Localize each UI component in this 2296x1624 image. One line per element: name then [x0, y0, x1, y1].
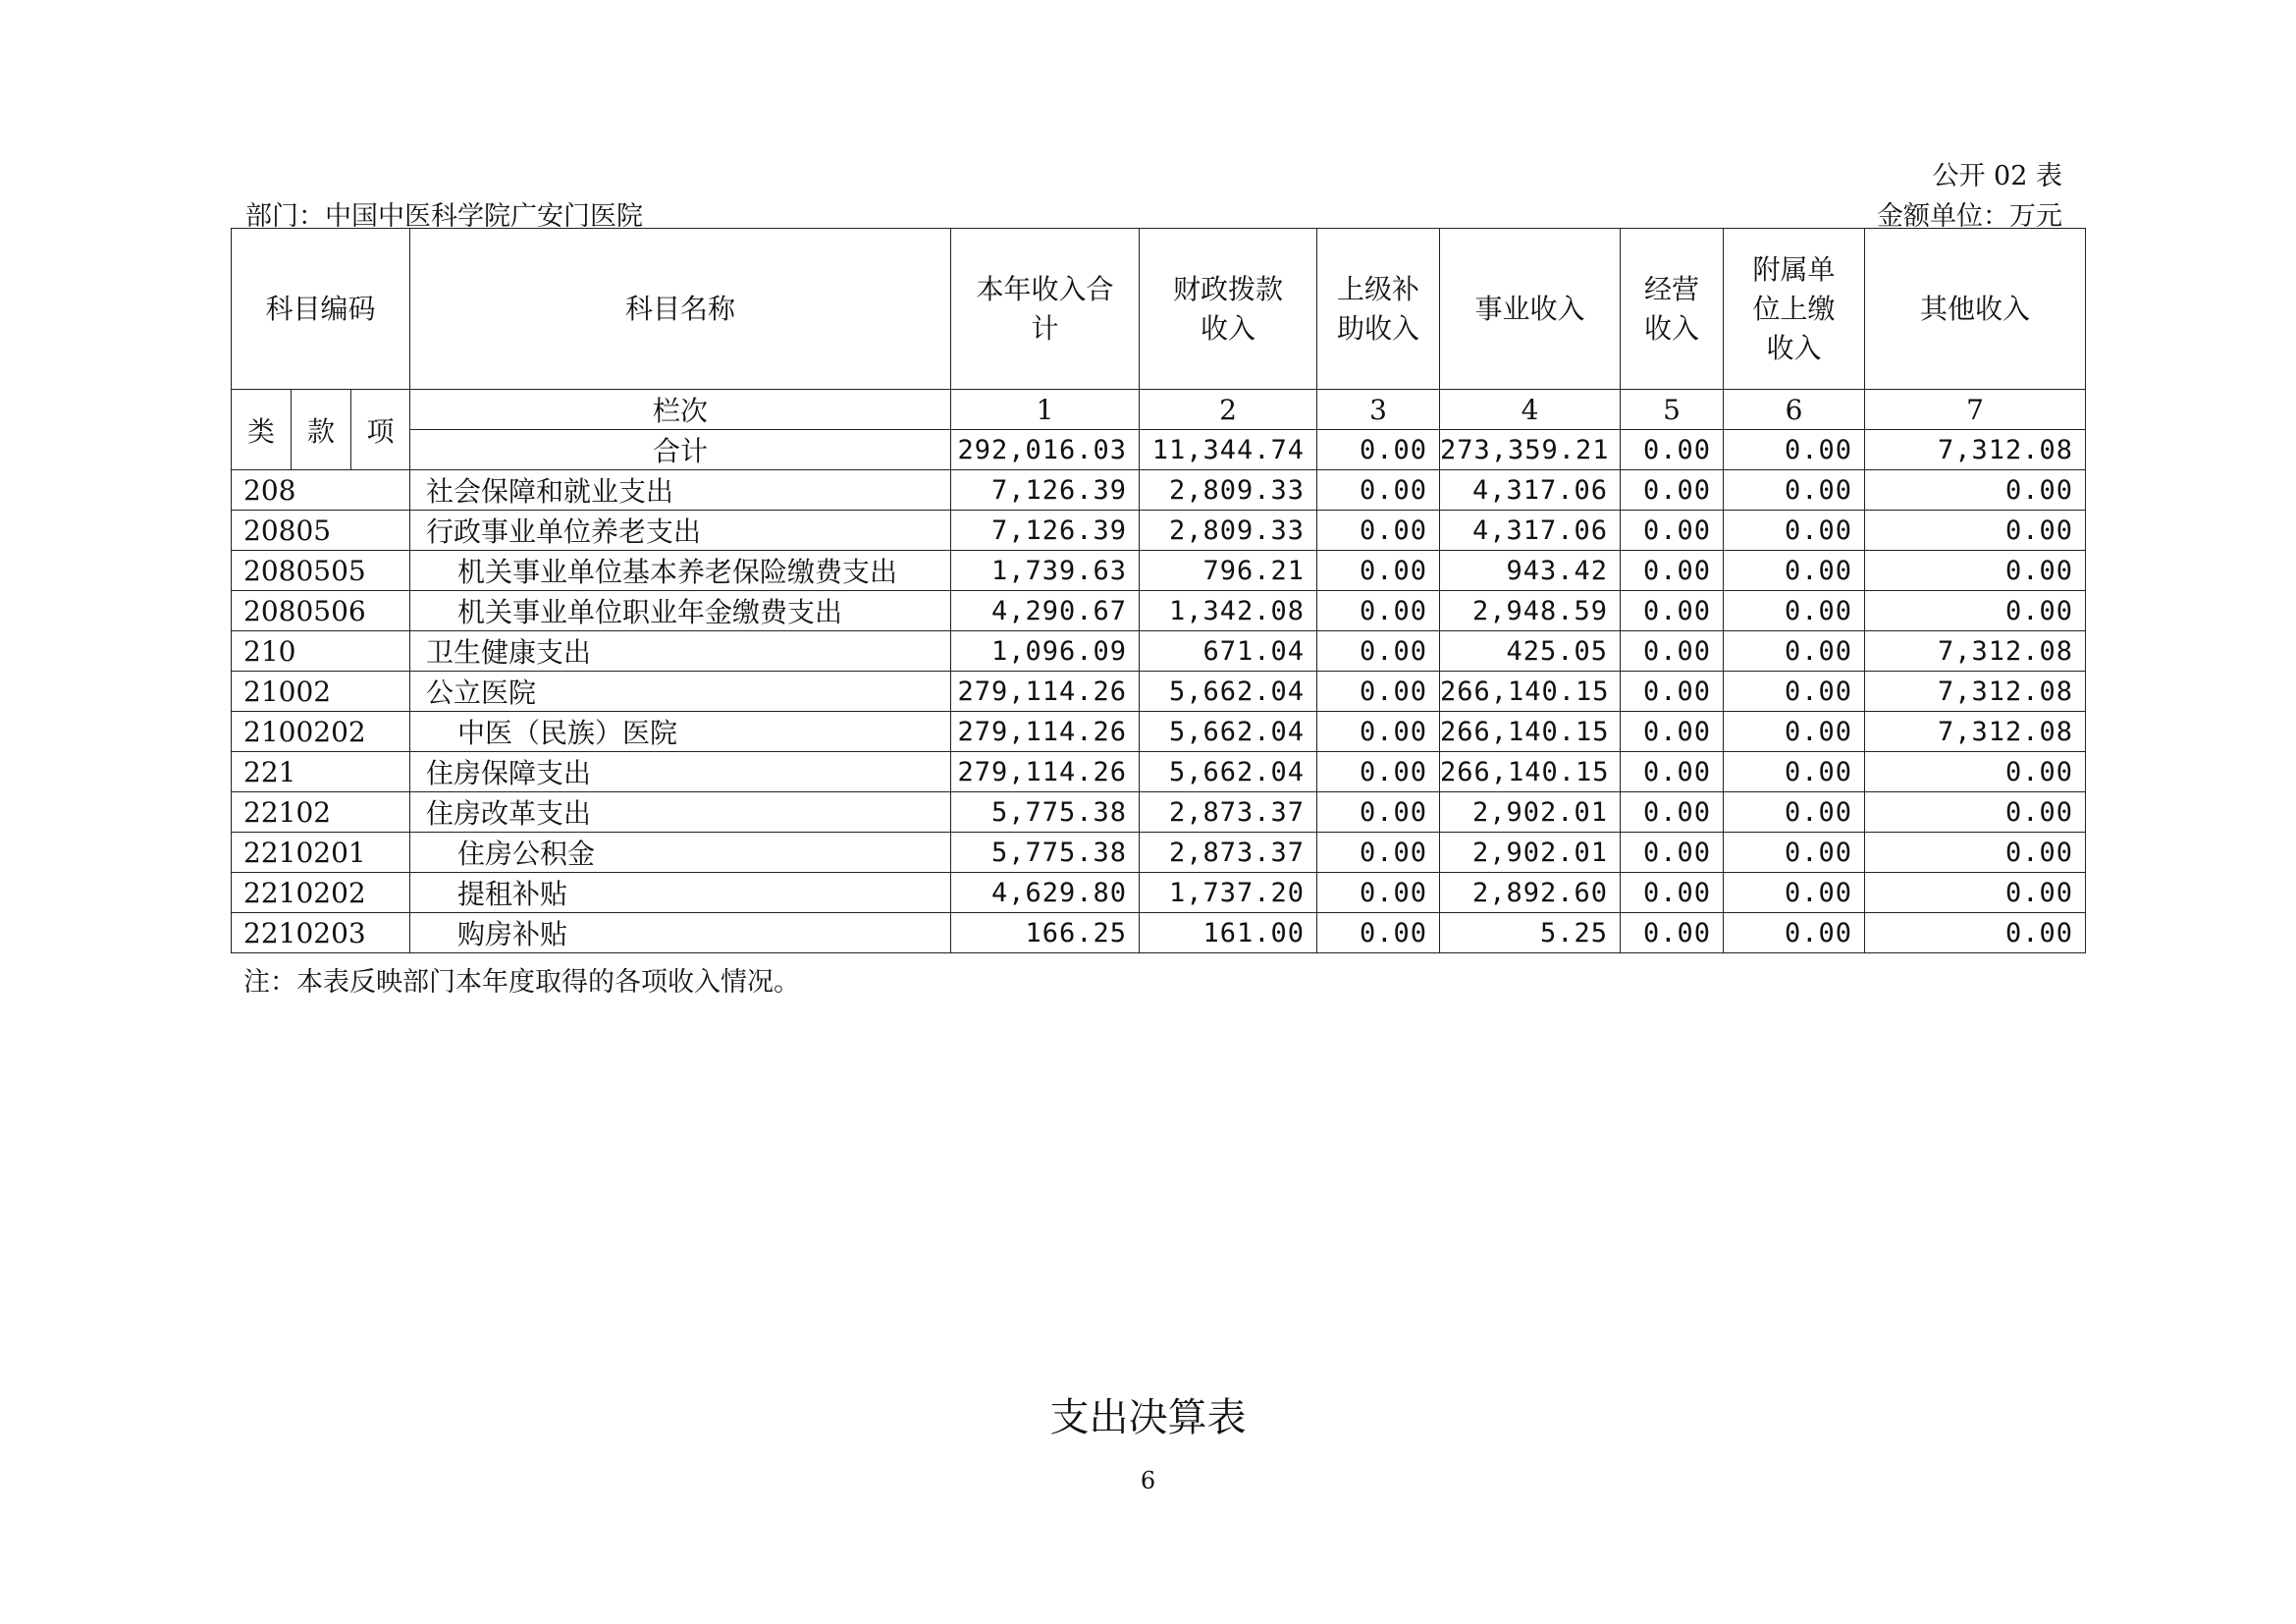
subject-name: 社会保障和就业支出	[410, 470, 951, 511]
amount-cell: 2,809.33	[1140, 470, 1317, 511]
subject-code: 221	[232, 752, 410, 792]
amount-cell: 0.00	[1317, 551, 1440, 591]
table-row	[232, 591, 2086, 631]
subject-name: 卫生健康支出	[410, 631, 951, 672]
subject-name: 行政事业单位养老支出	[410, 511, 951, 551]
amount-cell: 2,873.37	[1140, 833, 1317, 873]
amount-cell: 0.00	[1724, 712, 1865, 752]
amount-cell: 0.00	[1621, 551, 1724, 591]
amount-cell: 4,317.06	[1440, 511, 1621, 551]
table-row	[232, 712, 2086, 752]
col-header-upper	[1317, 229, 1440, 390]
amount-cell: 0.00	[1317, 873, 1440, 913]
amount-cell: 1,096.09	[951, 631, 1140, 672]
table-row	[232, 752, 2086, 792]
subject-code: 2210201	[232, 833, 410, 873]
amount-cell: 7,312.08	[1865, 631, 2086, 672]
next-section-title: 支出决算表	[1049, 1395, 1247, 1440]
table-row	[232, 672, 2086, 712]
column-number: 3	[1317, 390, 1440, 430]
subject-name: 提租补贴	[410, 873, 951, 913]
subject-name: 住房保障支出	[410, 752, 951, 792]
total-cell: 292,016.03	[951, 430, 1140, 470]
amount-cell: 0.00	[1621, 591, 1724, 631]
column-number: 6	[1724, 390, 1865, 430]
amount-cell: 0.00	[1621, 712, 1724, 752]
amount-cell: 279,114.26	[951, 752, 1140, 792]
subject-code: 2080506	[232, 591, 410, 631]
sub-header-kuan: 款	[292, 390, 351, 470]
table-note: 注：本表反映部门本年度取得的各项收入情况。	[243, 967, 800, 998]
subject-code: 2100202	[232, 712, 410, 752]
subject-code: 22102	[232, 792, 410, 833]
col-header-affiliated-line2: 位上缴	[1752, 292, 1836, 325]
department-label: 部门：中国中医科学院广安门医院	[245, 201, 643, 232]
amount-cell: 0.00	[1865, 792, 2086, 833]
col-header-total	[951, 229, 1140, 390]
col-header-upper-line1: 上级补	[1336, 272, 1419, 305]
subject-name: 机关事业单位职业年金缴费支出	[410, 591, 951, 631]
col-header-operating	[1621, 229, 1724, 390]
table-row	[232, 833, 2086, 873]
col-header-upper-line2: 助收入	[1336, 311, 1419, 345]
col-header-affiliated	[1724, 229, 1865, 390]
amount-cell: 425.05	[1440, 631, 1621, 672]
total-cell: 0.00	[1317, 430, 1440, 470]
amount-cell: 7,126.39	[951, 470, 1140, 511]
amount-cell: 0.00	[1621, 752, 1724, 792]
amount-cell: 5,662.04	[1140, 672, 1317, 712]
amount-unit-label: 金额单位：万元	[1877, 201, 2062, 232]
amount-cell: 0.00	[1865, 511, 2086, 551]
col-header-affiliated-line1: 附属单	[1752, 252, 1836, 286]
amount-cell: 266,140.15	[1440, 672, 1621, 712]
column-number: 2	[1140, 390, 1317, 430]
col-header-fiscal-line2: 收入	[1200, 311, 1255, 345]
amount-cell: 279,114.26	[951, 672, 1140, 712]
subject-code: 2210202	[232, 873, 410, 913]
sub-header-lanci: 栏次	[410, 390, 951, 430]
income-final-accounts-table	[231, 228, 2086, 953]
amount-cell: 0.00	[1621, 631, 1724, 672]
col-header-affiliated-line3: 收入	[1766, 331, 1822, 364]
amount-cell: 279,114.26	[951, 712, 1140, 752]
sub-header-lei: 类	[232, 390, 292, 470]
column-header-row	[232, 229, 2086, 390]
subject-code: 210	[232, 631, 410, 672]
amount-cell: 0.00	[1317, 470, 1440, 511]
amount-cell: 0.00	[1865, 913, 2086, 953]
amount-cell: 0.00	[1317, 631, 1440, 672]
total-label: 合计	[410, 430, 951, 470]
amount-cell: 1,737.20	[1140, 873, 1317, 913]
column-number: 7	[1865, 390, 2086, 430]
amount-cell: 0.00	[1621, 672, 1724, 712]
amount-cell: 0.00	[1865, 591, 2086, 631]
col-header-other: 其他收入	[1865, 229, 2086, 390]
total-cell: 11,344.74	[1140, 430, 1317, 470]
total-row	[232, 430, 2086, 470]
subject-name: 住房公积金	[410, 833, 951, 873]
table-row	[232, 913, 2086, 953]
amount-cell: 0.00	[1621, 511, 1724, 551]
column-number: 4	[1440, 390, 1621, 430]
amount-cell: 0.00	[1724, 631, 1865, 672]
amount-cell: 161.00	[1140, 913, 1317, 953]
amount-cell: 0.00	[1317, 672, 1440, 712]
amount-cell: 0.00	[1317, 792, 1440, 833]
total-cell: 0.00	[1621, 430, 1724, 470]
subject-code: 21002	[232, 672, 410, 712]
amount-cell: 5,662.04	[1140, 712, 1317, 752]
amount-cell: 2,873.37	[1140, 792, 1317, 833]
col-header-name: 科目名称	[410, 229, 951, 390]
page-number: 6	[1140, 1467, 1156, 1494]
amount-cell: 266,140.15	[1440, 752, 1621, 792]
subject-name: 机关事业单位基本养老保险缴费支出	[410, 551, 951, 591]
table-row	[232, 551, 2086, 591]
amount-cell: 0.00	[1317, 712, 1440, 752]
amount-cell: 2,948.59	[1440, 591, 1621, 631]
amount-cell: 0.00	[1621, 792, 1724, 833]
amount-cell: 0.00	[1724, 752, 1865, 792]
amount-cell: 1,342.08	[1140, 591, 1317, 631]
table-row	[232, 873, 2086, 913]
subject-code: 2210203	[232, 913, 410, 953]
amount-cell: 0.00	[1724, 551, 1865, 591]
amount-cell: 0.00	[1317, 591, 1440, 631]
subject-name: 公立医院	[410, 672, 951, 712]
total-cell: 0.00	[1724, 430, 1865, 470]
amount-cell: 7,126.39	[951, 511, 1140, 551]
col-header-business: 事业收入	[1440, 229, 1621, 390]
amount-cell: 0.00	[1724, 792, 1865, 833]
sub-header-xiang: 项	[351, 390, 410, 470]
subject-code: 2080505	[232, 551, 410, 591]
amount-cell: 5,775.38	[951, 833, 1140, 873]
amount-cell: 166.25	[951, 913, 1140, 953]
subject-code: 208	[232, 470, 410, 511]
amount-cell: 5.25	[1440, 913, 1621, 953]
amount-cell: 2,892.60	[1440, 873, 1621, 913]
subject-name: 中医（民族）医院	[410, 712, 951, 752]
amount-cell: 2,902.01	[1440, 833, 1621, 873]
col-header-fiscal	[1140, 229, 1317, 390]
total-cell: 7,312.08	[1865, 430, 2086, 470]
amount-cell: 0.00	[1724, 591, 1865, 631]
amount-cell: 7,312.08	[1865, 672, 2086, 712]
amount-cell: 2,809.33	[1140, 511, 1317, 551]
amount-cell: 0.00	[1317, 913, 1440, 953]
amount-cell: 0.00	[1621, 913, 1724, 953]
amount-cell: 0.00	[1621, 470, 1724, 511]
amount-cell: 7,312.08	[1865, 712, 2086, 752]
table-row	[232, 470, 2086, 511]
col-header-total-line2: 计	[1031, 311, 1059, 345]
subject-code: 20805	[232, 511, 410, 551]
amount-cell: 0.00	[1865, 551, 2086, 591]
table-number: 公开 02 表	[1932, 161, 2062, 191]
amount-cell: 0.00	[1621, 833, 1724, 873]
amount-cell: 0.00	[1724, 833, 1865, 873]
col-header-fiscal-line1: 财政拨款	[1172, 272, 1283, 305]
subject-name: 住房改革支出	[410, 792, 951, 833]
amount-cell: 0.00	[1724, 470, 1865, 511]
amount-cell: 0.00	[1865, 873, 2086, 913]
subject-name: 购房补贴	[410, 913, 951, 953]
total-cell: 273,359.21	[1440, 430, 1621, 470]
amount-cell: 1,739.63	[951, 551, 1140, 591]
amount-cell: 0.00	[1865, 833, 2086, 873]
column-number-row	[232, 390, 2086, 430]
amount-cell: 0.00	[1317, 511, 1440, 551]
table-row	[232, 631, 2086, 672]
amount-cell: 2,902.01	[1440, 792, 1621, 833]
col-header-operating-line1: 经营	[1643, 272, 1699, 305]
amount-cell: 671.04	[1140, 631, 1317, 672]
amount-cell: 4,290.67	[951, 591, 1140, 631]
amount-cell: 5,775.38	[951, 792, 1140, 833]
amount-cell: 5,662.04	[1140, 752, 1317, 792]
col-header-operating-line2: 收入	[1643, 311, 1699, 345]
col-header-code: 科目编码	[232, 229, 410, 390]
amount-cell: 0.00	[1317, 833, 1440, 873]
amount-cell: 0.00	[1865, 470, 2086, 511]
amount-cell: 0.00	[1621, 873, 1724, 913]
amount-cell: 4,629.80	[951, 873, 1140, 913]
amount-cell: 0.00	[1865, 752, 2086, 792]
table-row	[232, 792, 2086, 833]
amount-cell: 4,317.06	[1440, 470, 1621, 511]
table-row	[232, 511, 2086, 551]
amount-cell: 0.00	[1724, 672, 1865, 712]
amount-cell: 0.00	[1317, 752, 1440, 792]
amount-cell: 0.00	[1724, 873, 1865, 913]
column-number: 1	[951, 390, 1140, 430]
amount-cell: 796.21	[1140, 551, 1317, 591]
amount-cell: 0.00	[1724, 913, 1865, 953]
amount-cell: 943.42	[1440, 551, 1621, 591]
amount-cell: 0.00	[1724, 511, 1865, 551]
column-number: 5	[1621, 390, 1724, 430]
amount-cell: 266,140.15	[1440, 712, 1621, 752]
col-header-total-line1: 本年收入合	[976, 272, 1114, 305]
